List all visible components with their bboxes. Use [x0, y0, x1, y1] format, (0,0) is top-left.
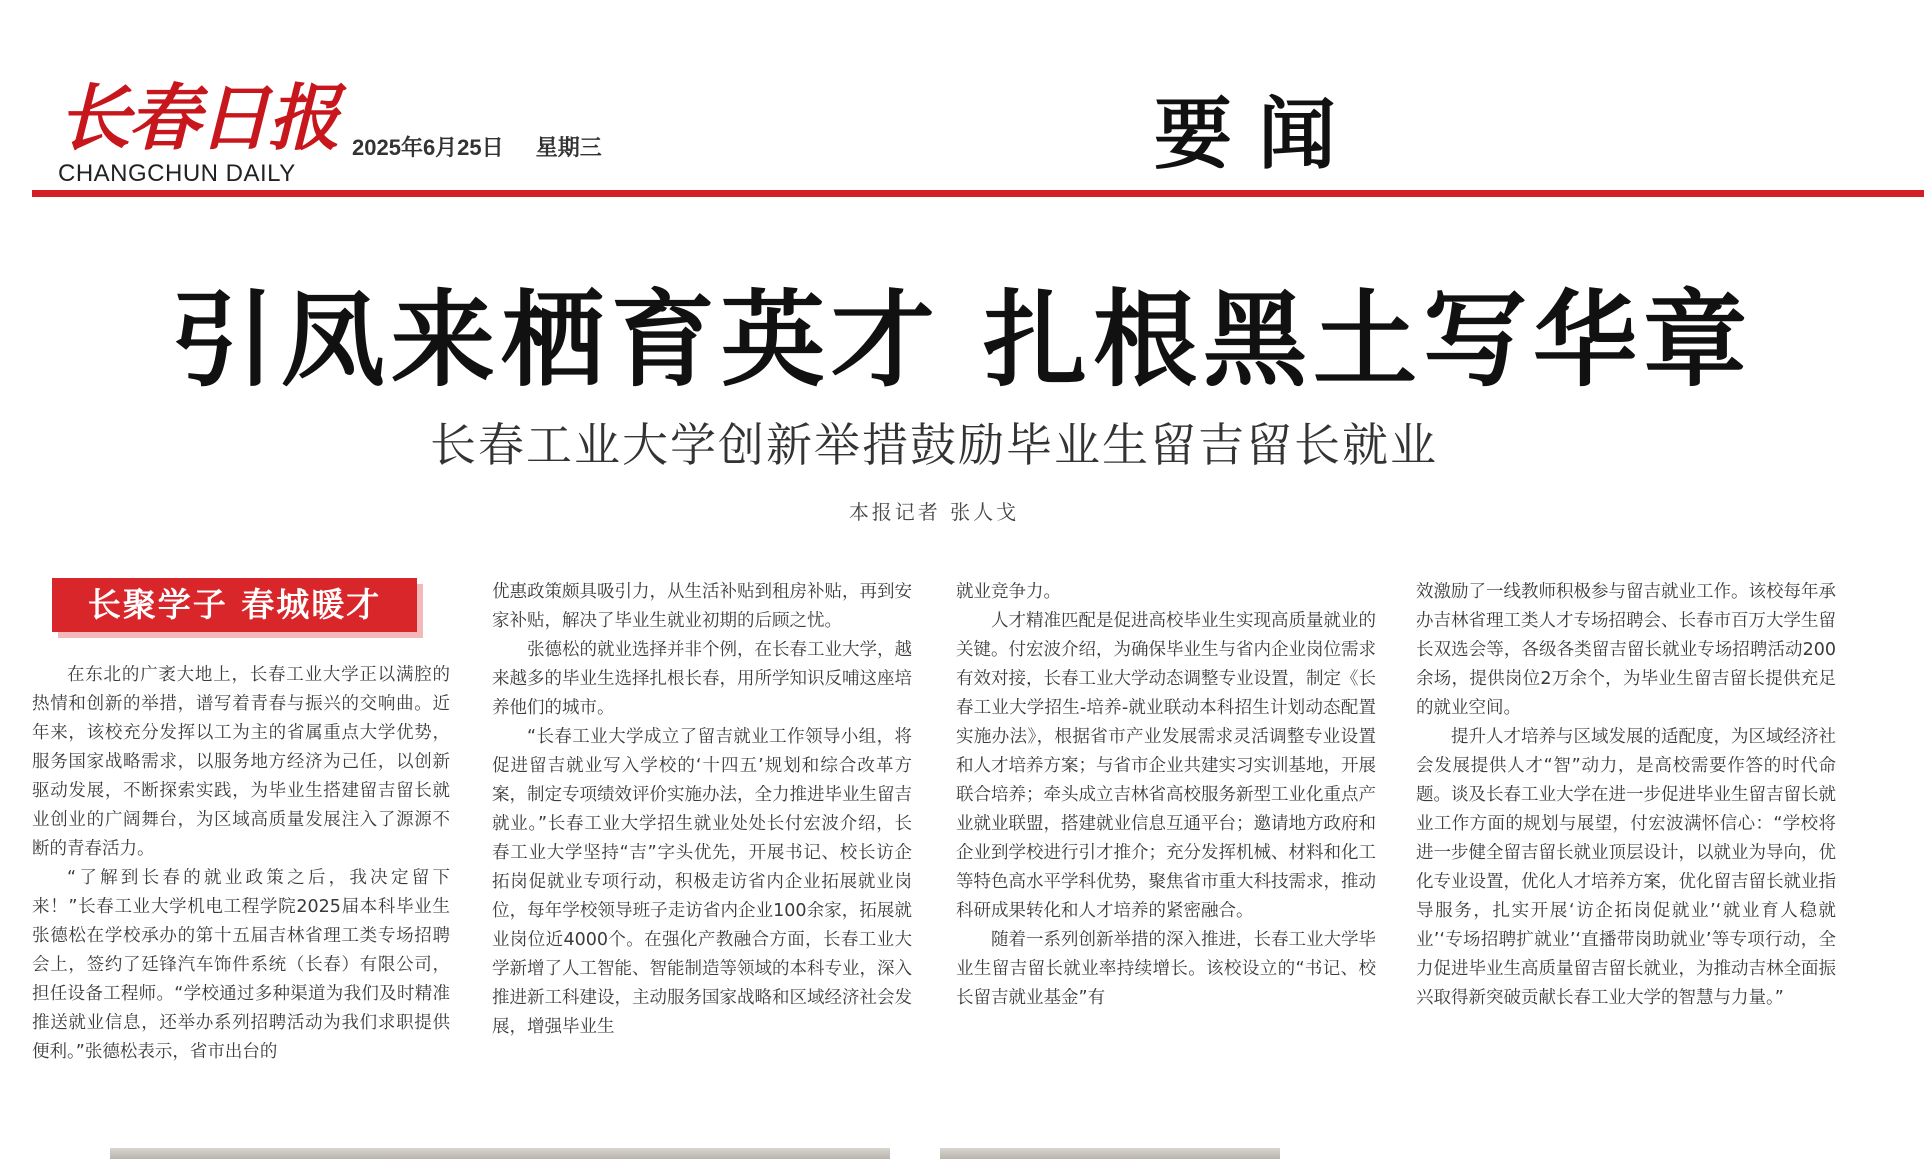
- paragraph: 就业竞争力。: [956, 582, 1061, 602]
- paragraph: 优惠政策颇具吸引力，从生活补贴到租房补贴，再到安家补贴，解决了毕业生就业初期的后顾之忧。: [492, 582, 912, 631]
- newspaper-logo: 长春日报: [58, 75, 339, 160]
- article-column-2: [492, 578, 912, 1129]
- masthead: [0, 0, 1924, 200]
- paragraph: 效激励了一线教师积极参与留吉就业工作。该校每年承办吉林省理工类人才专场招聘会、长春市百万大学生留长双选会等，各级各类留吉留长就业专场招聘活动200余场，提供岗位2万余个，为毕业生留吉留长提供充足的就业空间。: [1416, 582, 1836, 718]
- paragraph: 随着一系列创新举措的深入推进，长春工业大学毕业生留吉留长就业率持续增长。该校设立的“书记、校长留吉就业基金”有: [956, 930, 1376, 1008]
- section-title: 要闻: [1154, 89, 1363, 180]
- article-column-3: [956, 578, 1376, 1129]
- newspaper-logo-english: CHANGCHUN DAILY: [58, 160, 296, 187]
- issue-weekday: 星期三: [535, 135, 602, 160]
- dateline: [352, 131, 628, 162]
- issue-date: 2025年6月25日: [352, 135, 504, 160]
- article-headline: 引凤来栖育英才 扎根黑土写华章: [170, 279, 1754, 401]
- masthead-divider: [32, 190, 1924, 197]
- article-column-1: [32, 661, 450, 1129]
- paragraph: 人才精准匹配是促进高校毕业生实现高质量就业的关键。付宏波介绍，为确保毕业生与省内企业岗位需求有效对接，长春工业大学动态调整专业设置，制定《长春工业大学招生-培养-就业联动本科招生计划动态配置实施办法》，根据省市产业发展需求灵活调整专业设置和人才培养方案；与省市企业共建实习实训基地，开展联合培养；牵头成立吉林省高校服务新型工业化重点产业就业联盟，搭建就业信息互通平台；邀请地方政府和企业到学校进行引才推介；充分发挥机械、材料和化工等特色高水平学科优势，聚焦省市重大科技需求，推动科研成果转化和人才培养的紧密融合。: [956, 611, 1376, 921]
- article-byline: 本报记者 张人戈: [848, 500, 1020, 524]
- photo-edge-right: [940, 1148, 1280, 1159]
- paragraph: “长春工业大学成立了留吉就业工作领导小组，将促进留吉就业写入学校的‘十四五’规划和综合改革方案，制定专项绩效评价实施办法，全力推进毕业生留吉就业。”长春工业大学招生就业处处长付宏波介绍，长春工业大学坚持“吉”字头优先，开展书记、校长访企拓岗促就业专项行动，积极走访省内企业拓展就业岗位，每年学校领导班子走访省内企业100余家，拓展就业岗位近4000个。在强化产教融合方面，长春工业大学新增了人工智能、智能制造等领域的本科专业，深入推进新工科建设，主动服务国家战略和区域经济社会发展，增强毕业生: [492, 727, 912, 1037]
- article-column-4: [1416, 578, 1836, 1129]
- photo-edge-left: [110, 1148, 890, 1159]
- paragraph: “了解到长春的就业政策之后，我决定留下来！”长春工业大学机电工程学院2025届本科毕业生张德松在学校承办的第十五届吉林省理工类专场招聘会上，签约了廷锋汽车饰件系统（长春）有限公司，担任设备工程师。“学校通过多种渠道为我们及时精准推送就业信息，还举办系列招聘活动为我们求职提供便利。”张德松表示，省市出台的: [32, 868, 450, 1062]
- section-subtitle-badge: 长聚学子 春城暖才: [52, 578, 417, 632]
- article-subhead: 长春工业大学创新举措鼓励毕业生留吉留长就业: [430, 418, 1438, 472]
- paragraph: 张德松的就业选择并非个例，在长春工业大学，越来越多的毕业生选择扎根长春，用所学知识反哺这座培养他们的城市。: [492, 640, 912, 718]
- paragraph: 在东北的广袤大地上，长春工业大学正以满腔的热情和创新的举措，谱写着青春与振兴的交响曲。近年来，该校充分发挥以工为主的省属重点大学优势，服务国家战略需求，以服务地方经济为己任，以创新驱动发展，不断探索实践，为毕业生搭建留吉留长就业创业的广阔舞台，为区域高质量发展注入了源源不断的青春活力。: [32, 665, 450, 859]
- paragraph: 提升人才培养与区域发展的适配度，为区域经济社会发展提供人才“智”动力，是高校需要作答的时代命题。谈及长春工业大学在进一步促进毕业生留吉留长就业工作方面的规划与展望，付宏波满怀信心：“学校将进一步健全留吉留长就业顶层设计，以就业为导向，优化专业设置，优化人才培养方案，优化留吉留长就业指导服务，扎实开展‘访企拓岗促就业’‘就业育人稳就业’‘专场招聘扩就业’‘直播带岗助就业’等专项行动，全力促进毕业生高质量留吉留长就业，为推动吉林全面振兴取得新突破贡献长春工业大学的智慧与力量。”: [1416, 727, 1836, 1008]
